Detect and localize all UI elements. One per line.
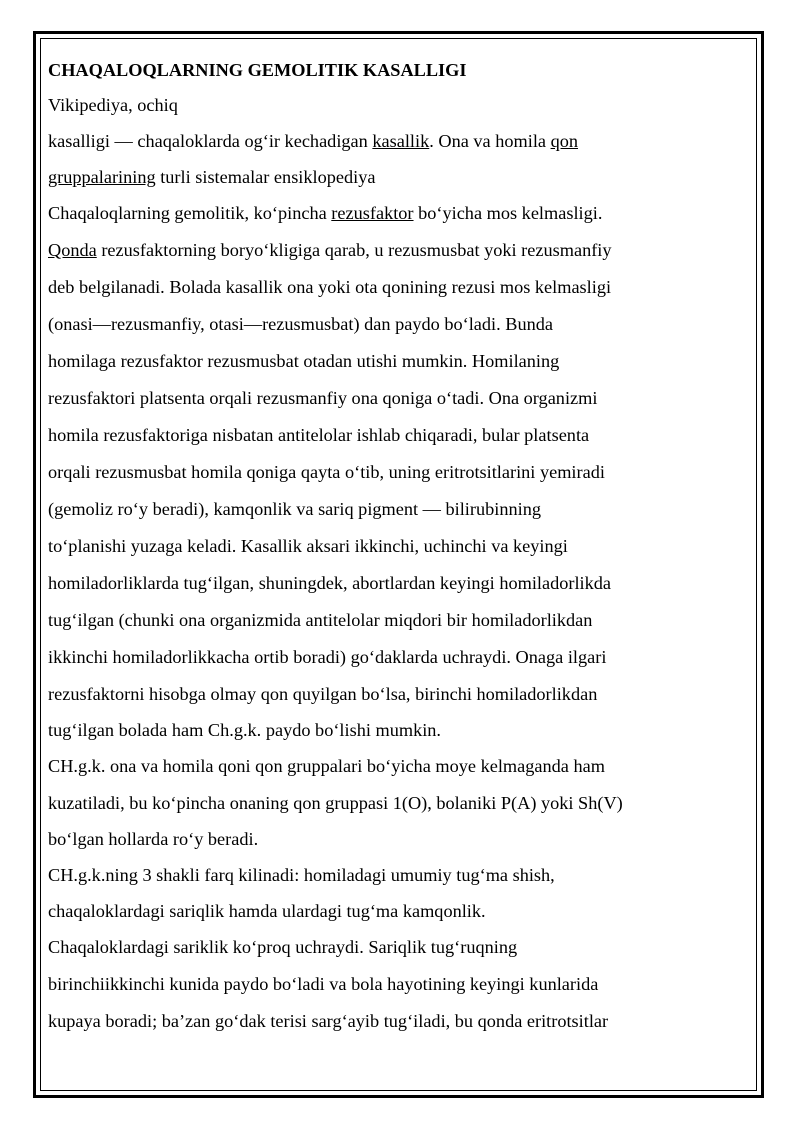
text-line: CH.g.k.ning 3 shakli farq kilinadi: homiladagi umumiy tug‘ma shish, bbox=[48, 865, 555, 885]
text-line: tug‘ilgan (chunki ona organizmida antitelolar miqdori bir homiladorlikdan bbox=[48, 610, 593, 630]
text-line: bo‘lgan hollarda ro‘y beradi. bbox=[48, 829, 259, 849]
text-line: CH.g.k. ona va homila qoni qon gruppalari bo‘yicha moye kelmaganda ham bbox=[48, 756, 605, 776]
text-line: rezusfaktori platsenta orqali rezusmanfiy ona qoniga o‘tadi. Ona organizmi bbox=[48, 388, 598, 408]
link-kasallik[interactable]: kasallik bbox=[372, 131, 430, 151]
text-line: birinchiikkinchi kunida paydo bo‘ladi va bola hayotining keyingi kunlarida bbox=[48, 974, 599, 994]
text-line: ikkinchi homiladorlikkacha ortib boradi) go‘daklarda uchraydi. Onaga ilgari bbox=[48, 647, 607, 667]
document-body bbox=[48, 53, 738, 1040]
text-line: Vikipediya, ochiq bbox=[48, 95, 178, 115]
link-qon[interactable]: qon bbox=[550, 131, 579, 151]
text-line: gruppalarining turli sistemalar ensiklopediya bbox=[48, 167, 376, 187]
text-line: homila rezusfaktoriga nisbatan antitelolar ishlab chiqaradi, bular platsenta bbox=[48, 425, 590, 445]
text-line: Chaqaloklardagi sariklik ko‘proq uchraydi. Sariqlik tug‘ruqning bbox=[48, 937, 518, 957]
document-title: CHAQALOQLARNING GEMOLITIK KASALLIGI bbox=[48, 60, 467, 80]
text-line: Chaqaloqlarning gemolitik, ko‘pincha rezusfaktor bo‘yicha mos kelmasligi. bbox=[48, 203, 603, 223]
text-line: homilaga rezusfaktor rezusmusbat otadan utishi mumkin. Homilaning bbox=[48, 351, 560, 371]
link-qonda[interactable]: Qonda bbox=[48, 240, 97, 260]
text-line: kuzatiladi, bu ko‘pincha onaning qon gruppasi 1(O), bolaniki P(A) yoki Sh(V) bbox=[48, 793, 623, 813]
text-line: (onasi—rezusmanfiy, otasi—rezusmusbat) dan paydo bo‘ladi. Bunda bbox=[48, 314, 553, 334]
text-line: deb belgilanadi. Bolada kasallik ona yoki ota qonining rezusi mos kelmasligi bbox=[48, 277, 612, 297]
link-rezusfaktor[interactable]: rezusfaktor bbox=[331, 203, 414, 223]
text-line: homiladorliklarda tug‘ilgan, shuningdek, abortlardan keyingi homiladorlikda bbox=[48, 573, 612, 593]
text-line: Qonda rezusfaktorning boryo‘kligiga qarab, u rezusmusbat yoki rezusmanfiy bbox=[48, 240, 612, 260]
text-line: chaqaloklardagi sariqlik hamda ulardagi tug‘ma kamqonlik. bbox=[48, 901, 486, 921]
link-gruppalarining[interactable]: gruppalarining bbox=[48, 167, 156, 187]
text-line: kasalligi — chaqaloklarda og‘ir kechadigan kasallik. Ona va homila qon bbox=[48, 131, 579, 151]
text-line: to‘planishi yuzaga keladi. Kasallik aksari ikkinchi, uchinchi va keyingi bbox=[48, 536, 568, 556]
text-line: rezusfaktorni hisobga olmay qon quyilgan bo‘lsa, birinchi homiladorlikdan bbox=[48, 684, 598, 704]
text-line: tug‘ilgan bolada ham Ch.g.k. paydo bo‘lishi mumkin. bbox=[48, 720, 442, 740]
text-line: (gemoliz ro‘y beradi), kamqonlik va sariq pigment — bilirubinning bbox=[48, 499, 541, 519]
text-line: kupaya boradi; ba’zan go‘dak terisi sarg‘ayib tug‘iladi, bu qonda eritrotsitlar bbox=[48, 1011, 609, 1031]
text-line: orqali rezusmusbat homila qoniga qayta o‘tib, uning eritrotsitlarini yemiradi bbox=[48, 462, 605, 482]
